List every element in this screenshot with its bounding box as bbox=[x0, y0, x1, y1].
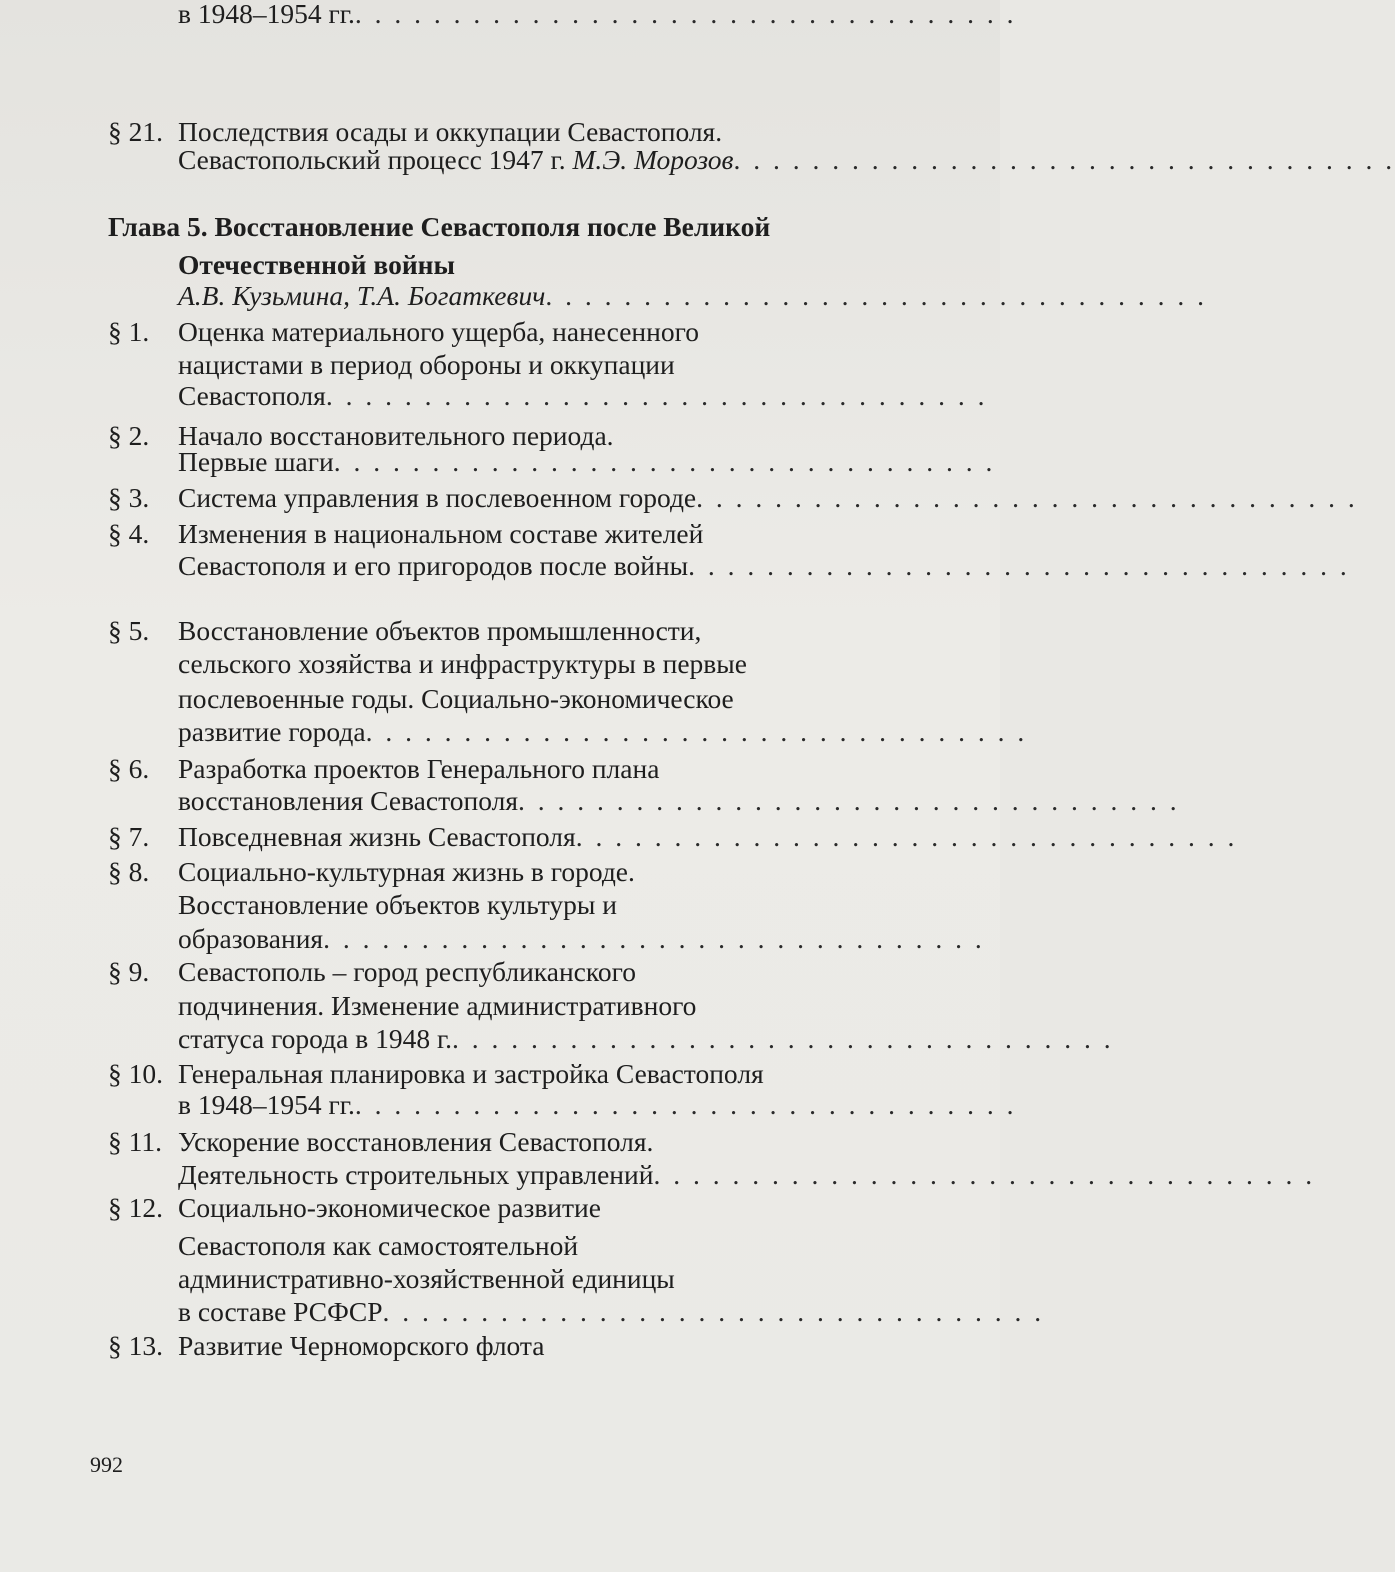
dot-leader: . . . . . . . . . . . . . . . . . . . . . . . . . . . . . . . . . . bbox=[696, 482, 1358, 513]
section-title-wrap bbox=[178, 716, 1028, 747]
section-number: § 3. bbox=[108, 482, 150, 513]
section-title-wrap bbox=[178, 482, 1358, 513]
section-title-wrap bbox=[178, 891, 617, 919]
section-title-wrap bbox=[178, 380, 988, 411]
section-title: Повседневная жизнь Севастополя bbox=[178, 821, 576, 852]
section-title: в 1948–1954 гг. bbox=[178, 1089, 355, 1120]
section-title: Деятельность строительных управлений bbox=[178, 1159, 654, 1190]
section-title-wrap bbox=[178, 1159, 1316, 1190]
section-title-wrap bbox=[178, 858, 635, 886]
section-title-wrap bbox=[178, 520, 703, 548]
section-title-wrap bbox=[178, 1194, 601, 1222]
section-title: Социально-экономическое развитие bbox=[178, 1192, 601, 1223]
section-title-wrap bbox=[178, 1265, 675, 1293]
section-title-wrap bbox=[178, 617, 701, 645]
section-number: § 1. bbox=[108, 316, 150, 347]
section-number: § 6. bbox=[108, 753, 150, 784]
section-title-wrap bbox=[178, 446, 996, 477]
section-title-wrap bbox=[178, 118, 722, 146]
dot-leader: . . . . . . . . . . . . . . . . . . . . . . . . . . . . . . . . . . bbox=[517, 785, 1180, 816]
section-author: М.Э. Морозов bbox=[572, 144, 734, 175]
section-title: Генеральная планировка и застройка Севастополя bbox=[178, 1058, 764, 1089]
dot-leader: . . . . . . . . . . . . . . . . . . . . . . . . . . . . . . . . . . bbox=[354, 0, 1017, 29]
section-number: § 2. bbox=[108, 420, 150, 451]
dot-leader: . . . . . . . . . . . . . . . . . . . . . . . . . . . . . . . . . . bbox=[575, 821, 1238, 852]
section-title-wrap bbox=[178, 992, 696, 1020]
dot-leader: . . . . . . . . . . . . . . . . . . . . . . . . . . . . . . . . . . bbox=[545, 280, 1207, 311]
dot-leader: . . . . . . . . . . . . . . . . . . . . . . . . . . . . . . . . . . bbox=[365, 716, 1028, 747]
section-title: восстановления Севастополя bbox=[178, 785, 518, 816]
section-title: Севастополь – город республиканского bbox=[178, 956, 636, 987]
section-title-wrap bbox=[178, 550, 1350, 581]
section-number: § 9. bbox=[108, 956, 150, 987]
section-title-wrap bbox=[178, 685, 734, 713]
section-title: Последствия осады и оккупации Севастополя. bbox=[178, 116, 723, 147]
chapter-title: Глава 5. Восстановление Севастополя после Великой bbox=[108, 211, 771, 242]
section-number: § 4. bbox=[108, 518, 150, 549]
section-title-wrap bbox=[178, 1332, 545, 1360]
section-title: образования bbox=[178, 923, 324, 954]
section-title: административно-хозяйственной единицы bbox=[178, 1263, 675, 1294]
section-title-wrap bbox=[178, 1089, 1017, 1120]
dot-leader: . . . . . . . . . . . . . . . . . . . . . . . . . . . . . . . . . . bbox=[323, 923, 985, 954]
section-number: § 7. bbox=[108, 821, 150, 852]
section-title-wrap bbox=[178, 1296, 1045, 1327]
section-title-wrap bbox=[178, 1128, 653, 1156]
section-title: Севастополя bbox=[178, 380, 326, 411]
section-title: в составе РСФСР bbox=[178, 1296, 383, 1327]
section-number: § 5. bbox=[108, 615, 150, 646]
chapter-authors: А.В. Кузьмина, Т.А. Богаткевич bbox=[178, 280, 546, 311]
section-title-wrap bbox=[178, 821, 1238, 852]
section-title: развитие города bbox=[178, 716, 366, 747]
section-title: подчинения. Изменение административного bbox=[178, 990, 697, 1021]
chapter-authors-wrap bbox=[178, 280, 1207, 311]
section-title-wrap bbox=[178, 1232, 578, 1260]
section-number: § 13. bbox=[108, 1330, 163, 1361]
section-title: Развитие Черноморского флота bbox=[178, 1330, 545, 1361]
section-title: Восстановление объектов промышленности, bbox=[178, 615, 702, 646]
section-title-wrap bbox=[178, 755, 659, 783]
section-number: § 11. bbox=[108, 1126, 162, 1157]
section-number: § 10. bbox=[108, 1058, 163, 1089]
section-title: Севастополя и его пригородов после войны bbox=[178, 550, 689, 581]
page-folio: 992 bbox=[90, 1452, 123, 1477]
section-title: нацистами в период обороны и оккупации bbox=[178, 349, 675, 380]
section-title: в 1948–1954 гг. bbox=[178, 0, 355, 29]
section-title: Восстановление объектов культуры и bbox=[178, 889, 617, 920]
chapter-title-cont: Отечественной войны bbox=[178, 249, 455, 280]
section-title: Социально-культурная жизнь в городе. bbox=[178, 856, 635, 887]
dot-leader: . . . . . . . . . . . . . . . . . . . . . . . . . . . . . . . . . . bbox=[382, 1296, 1045, 1327]
section-title: Первые шаги bbox=[178, 446, 334, 477]
dot-leader: . . . . . . . . . . . . . . . . . . . . . . . . . . . . . . . . . . bbox=[325, 380, 988, 411]
section-title-wrap bbox=[178, 318, 699, 346]
section-title-wrap bbox=[178, 144, 1395, 175]
section-number: § 8. bbox=[108, 856, 150, 887]
section-number: § 12. bbox=[108, 1192, 163, 1223]
section-title-wrap bbox=[178, 958, 636, 986]
section-title: статуса города в 1948 г. bbox=[178, 1023, 452, 1054]
section-number: § 21. bbox=[108, 116, 163, 147]
section-title-wrap bbox=[178, 1023, 1114, 1054]
dot-leader: . . . . . . . . . . . . . . . . . . . . . . . . . . . . . . . . . . bbox=[653, 1159, 1316, 1190]
dot-leader: . . . . . . . . . . . . . . . . . . . . . . . . . . . . . . . . . . bbox=[354, 1089, 1017, 1120]
section-title: послевоенные годы. Социально-экономическое bbox=[178, 683, 734, 714]
section-title: Начало восстановительного периода. bbox=[178, 420, 614, 451]
dot-leader: . . . . . . . . . . . . . . . . . . . . . . . . . . . . . . . . . . bbox=[452, 1023, 1114, 1054]
section-title: Севастопольский процесс 1947 г. bbox=[178, 144, 573, 175]
section-title-wrap bbox=[178, 923, 985, 954]
dot-leader: . . . . . . . . . . . . . . . . . . . . . . . . . . . . . . . . . . bbox=[688, 550, 1350, 581]
section-title-wrap bbox=[178, 0, 1017, 29]
section-title: сельского хозяйства и инфраструктуры в первые bbox=[178, 648, 747, 679]
section-title: Изменения в национальном составе жителей bbox=[178, 518, 704, 549]
section-title-wrap bbox=[178, 650, 747, 678]
section-title: Ускорение восстановления Севастополя. bbox=[178, 1126, 654, 1157]
section-title: Система управления в послевоенном городе bbox=[178, 482, 697, 513]
dot-leader: . . . . . . . . . . . . . . . . . . . . . . . . . . . . . . . . . . bbox=[333, 446, 996, 477]
section-title-wrap bbox=[178, 351, 675, 379]
section-title: Разработка проектов Генерального плана bbox=[178, 753, 660, 784]
section-title-wrap bbox=[178, 1060, 764, 1088]
section-title: Оценка материального ущерба, нанесенного bbox=[178, 316, 699, 347]
section-title-wrap bbox=[178, 785, 1180, 816]
section-title: Севастополя как самостоятельной bbox=[178, 1230, 579, 1261]
dot-leader: . . . . . . . . . . . . . . . . . . . . . . . . . . . . . . . . . . bbox=[733, 144, 1395, 175]
